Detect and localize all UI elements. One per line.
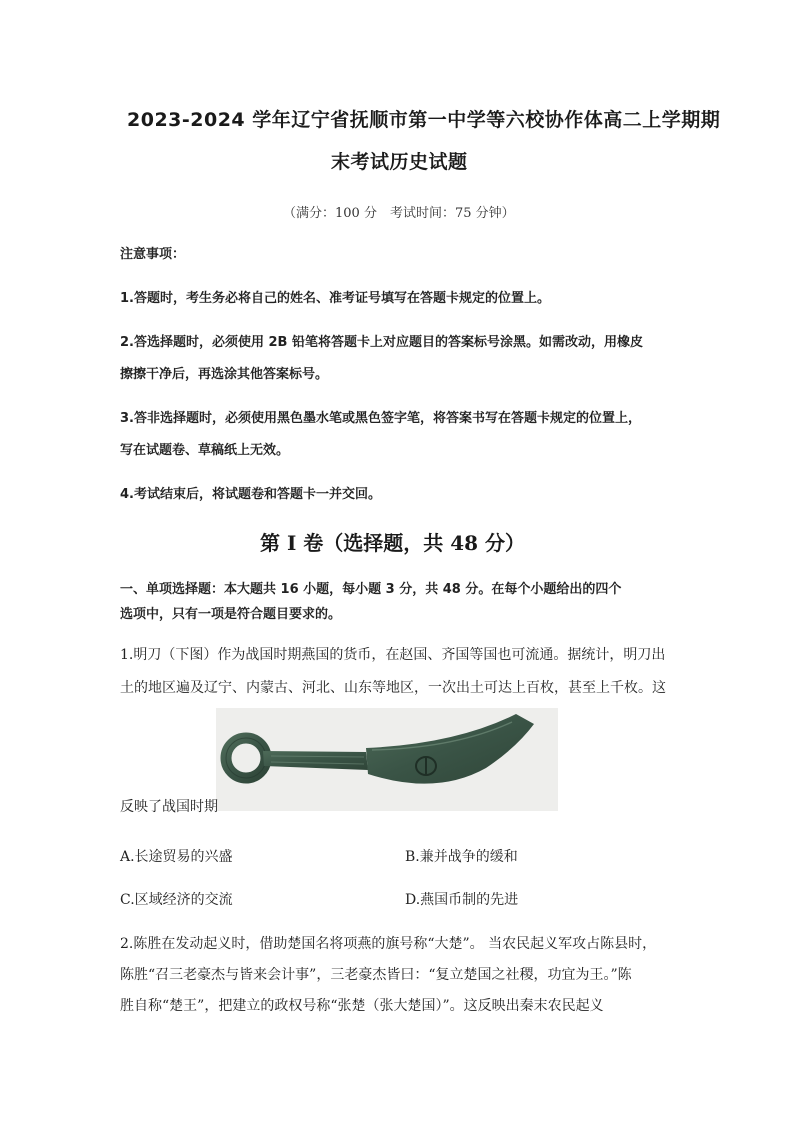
q1-text-line3: 反映了战国时期 xyxy=(120,799,218,815)
exam-subtitle: （满分：100 分 考试时间：75 分钟） xyxy=(283,206,515,221)
q1-text-line2: 土的地区遍及辽宁、内蒙古、河北、山东等地区，一次出土可达上百枚，甚至上千枚。这 xyxy=(120,680,666,696)
exam-title-line1: 2023-2024 学年辽宁省抚顺市第一中学等六校协作体高二上学期期 xyxy=(127,109,721,131)
q2-text-line1: 2.陈胜在发动起义时，借助楚国名将项燕的旗号称“大楚”。 当农民起义军攻占陈县时， xyxy=(120,936,657,952)
q1-text-line1: 1.明刀（下图）作为战国时期燕国的货币，在赵国、齐国等国也可流通。据统计，明刀出 xyxy=(120,647,666,663)
notice-item-1: 1.答题时，考生务必将自己的姓名、准考证号填写在答题卡规定的位置上。 xyxy=(120,291,550,306)
notice-heading: 注意事项： xyxy=(120,247,186,262)
q2-text-line2: 陈胜“召三老豪杰与皆来会计事”，三老豪杰皆曰：“复立楚国之社稷，功宜为王。”陈 xyxy=(120,967,632,983)
notice-item-3-line1: 3.答非选择题时，必须使用黑色墨水笔或黑色签字笔，将答案书写在答题卡规定的位置上， xyxy=(120,411,641,426)
section-instruction-line1: 一、单项选择题：本大题共 16 小题，每小题 3 分，共 48 分。在每个小题给出的四个 xyxy=(120,582,622,597)
q1-option-d: D.燕国币制的先进 xyxy=(405,892,519,908)
notice-item-4: 4.考试结束后，将试题卷和答题卡一并交回。 xyxy=(120,487,381,502)
section-instruction-line2: 选项中，只有一项是符合题目要求的。 xyxy=(120,607,342,622)
q2-text-line3: 胜自称“楚王”，把建立的政权号称“张楚（张大楚国）”。这反映出秦末农民起义 xyxy=(120,998,604,1014)
q1-option-a: A.长途贸易的兴盛 xyxy=(120,849,233,865)
q1-option-c: C.区域经济的交流 xyxy=(120,892,233,908)
q1-option-b: B.兼并战争的缓和 xyxy=(405,849,518,865)
notice-item-2-line1: 2.答选择题时，必须使用 2B 铅笔将答题卡上对应题目的答案标号涂黑。如需改动，用橡皮 xyxy=(120,335,643,350)
exam-title-line2: 末考试历史试题 xyxy=(331,151,468,173)
notice-item-2-line2: 擦擦干净后，再选涂其他答案标号。 xyxy=(120,367,329,382)
ming-knife-coin-image xyxy=(216,708,558,811)
ming-knife-coin-icon xyxy=(216,708,558,811)
notice-item-3-line2: 写在试题卷、草稿纸上无效。 xyxy=(120,443,290,458)
section-title: 第 I 卷（选择题，共 48 分） xyxy=(260,531,526,555)
